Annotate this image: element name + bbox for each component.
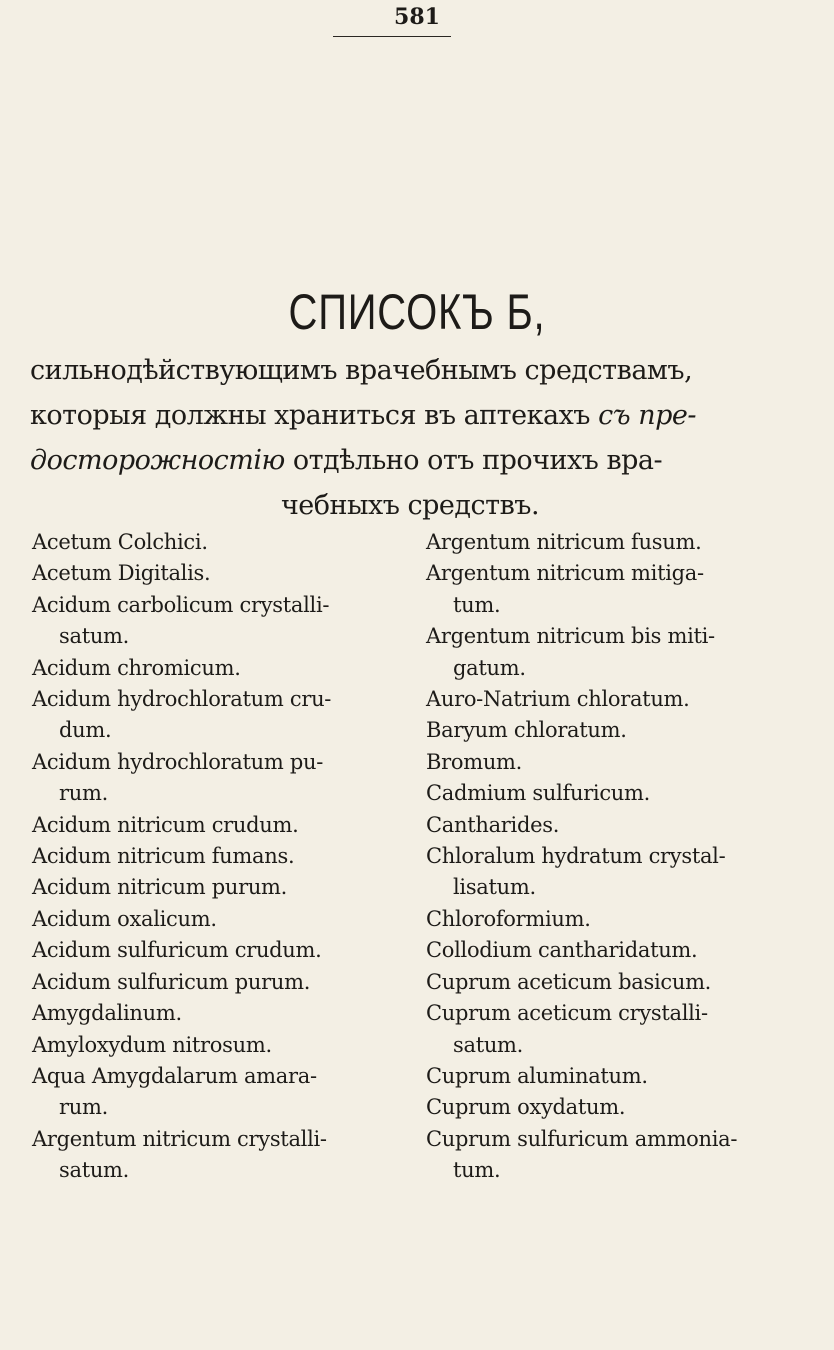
entry-text: Acetum Digitalis. [32,561,211,586]
list-entry [426,935,796,966]
list-entry [426,621,796,684]
list-entry [426,747,796,778]
entry-text: Acidum sulfuricum crudum. [32,938,322,963]
entry-text: Acidum sulfuricum purum. [32,969,311,994]
list-entry [426,1092,796,1123]
description-line-3-text: отдѣльно отъ прочихъ вра- [284,445,663,476]
entry-text: Acidum hydrochloratum pu- [32,749,324,774]
entry-continuation: tum. [453,1158,501,1183]
entry-continuation: rum. [59,781,108,806]
list-entry [426,841,796,904]
entry-text: Acidum nitricum purum. [32,875,288,900]
left-column [32,527,382,1187]
list-entry [426,810,796,841]
entry-text: Cuprum aluminatum. [426,1063,648,1088]
entry-text: Cuprum aceticum basicum. [426,969,712,994]
entry-continuation: tum. [453,592,501,617]
list-entry [32,1030,382,1061]
entry-text: Cadmium sulfuricum. [426,781,651,806]
list-entry [426,904,796,935]
entry-text: Acidum chromicum. [32,655,241,680]
entry-continuation: gatum. [453,655,526,680]
entry-continuation: satum. [59,1158,130,1183]
entry-continuation: rum. [59,1095,108,1120]
entry-text: Acidum hydrochloratum cru- [32,687,332,712]
entry-text: Argentum nitricum fusum. [426,530,702,554]
entry-text: Acidum nitricum crudum. [32,812,299,837]
right-column [426,527,796,1187]
entry-continuation: lisatum. [453,875,536,900]
list-entry [426,558,796,621]
entry-text: Chloralum hydratum crystal- [426,844,726,869]
list-entry [426,527,796,558]
entry-text: Aqua Amygdalarum amara- [32,1063,317,1088]
list-title: СПИСОКЪ Б, [288,284,546,340]
description-line-1: сильнодѣйствующимъ врачебнымъ средствамъ, [30,355,693,386]
entry-text: Collodium cantharidatum. [426,938,698,963]
list-entry [32,684,382,747]
list-entry [32,558,382,589]
list-entry [32,653,382,684]
list-entry [32,998,382,1029]
entry-text: Baryum chloratum. [426,718,627,743]
entry-continuation: satum. [59,624,130,649]
list-entry [426,715,796,746]
list-entry [32,590,382,653]
list-entry [426,1061,796,1092]
list-entry [426,778,796,809]
entry-text: Auro-Natrium chloratum. [426,687,690,712]
entry-text: Acidum nitricum fumans. [32,844,295,869]
entry-text: Chloroformium. [426,906,591,931]
entry-text: Argentum nitricum bis miti- [426,624,715,649]
page-number: 581 [394,4,440,30]
list-entry [32,841,382,872]
list-entry [32,810,382,841]
entry-text: Bromum. [426,749,523,774]
list-entry [32,967,382,998]
list-entry [426,1124,796,1187]
description-line-2-italic: съ пре- [598,400,697,431]
description-line-3-italic: досторожностію [30,445,285,476]
entry-text: Acidum oxalicum. [32,906,217,931]
list-entry [426,998,796,1061]
entry-text: Amyloxydum nitrosum. [32,1032,272,1057]
entry-text: Cuprum sulfuricum ammonia- [426,1126,738,1151]
entry-text: Amygdalinum. [32,1001,182,1026]
list-entry [32,872,382,903]
list-entry [32,747,382,810]
description-line-2 [30,393,790,438]
list-entry [32,1061,382,1124]
description-line-4: чебныхъ средствъ. [280,490,540,521]
entry-text: Cantharides. [426,812,560,837]
list-entry [426,684,796,715]
header-rule [333,36,451,37]
entry-text: Acidum carbolicum crystalli- [32,592,330,617]
entry-text: Cuprum aceticum crystalli- [426,1001,708,1026]
entry-continuation: dum. [59,718,112,743]
list-entry [32,904,382,935]
list-entry [426,967,796,998]
list-description [30,348,790,528]
description-line-3 [30,438,790,483]
list-entry [32,527,382,558]
list-entry [32,935,382,966]
list-entry [32,1124,382,1187]
entry-text: Acetum Colchici. [32,530,208,554]
entry-text: Argentum nitricum crystalli- [32,1126,327,1151]
entry-text: Argentum nitricum mitiga- [426,561,704,586]
entry-text: Cuprum oxydatum. [426,1095,626,1120]
entry-continuation: satum. [453,1032,524,1057]
description-line-2-text: которыя должны храниться въ аптекахъ [30,400,599,431]
